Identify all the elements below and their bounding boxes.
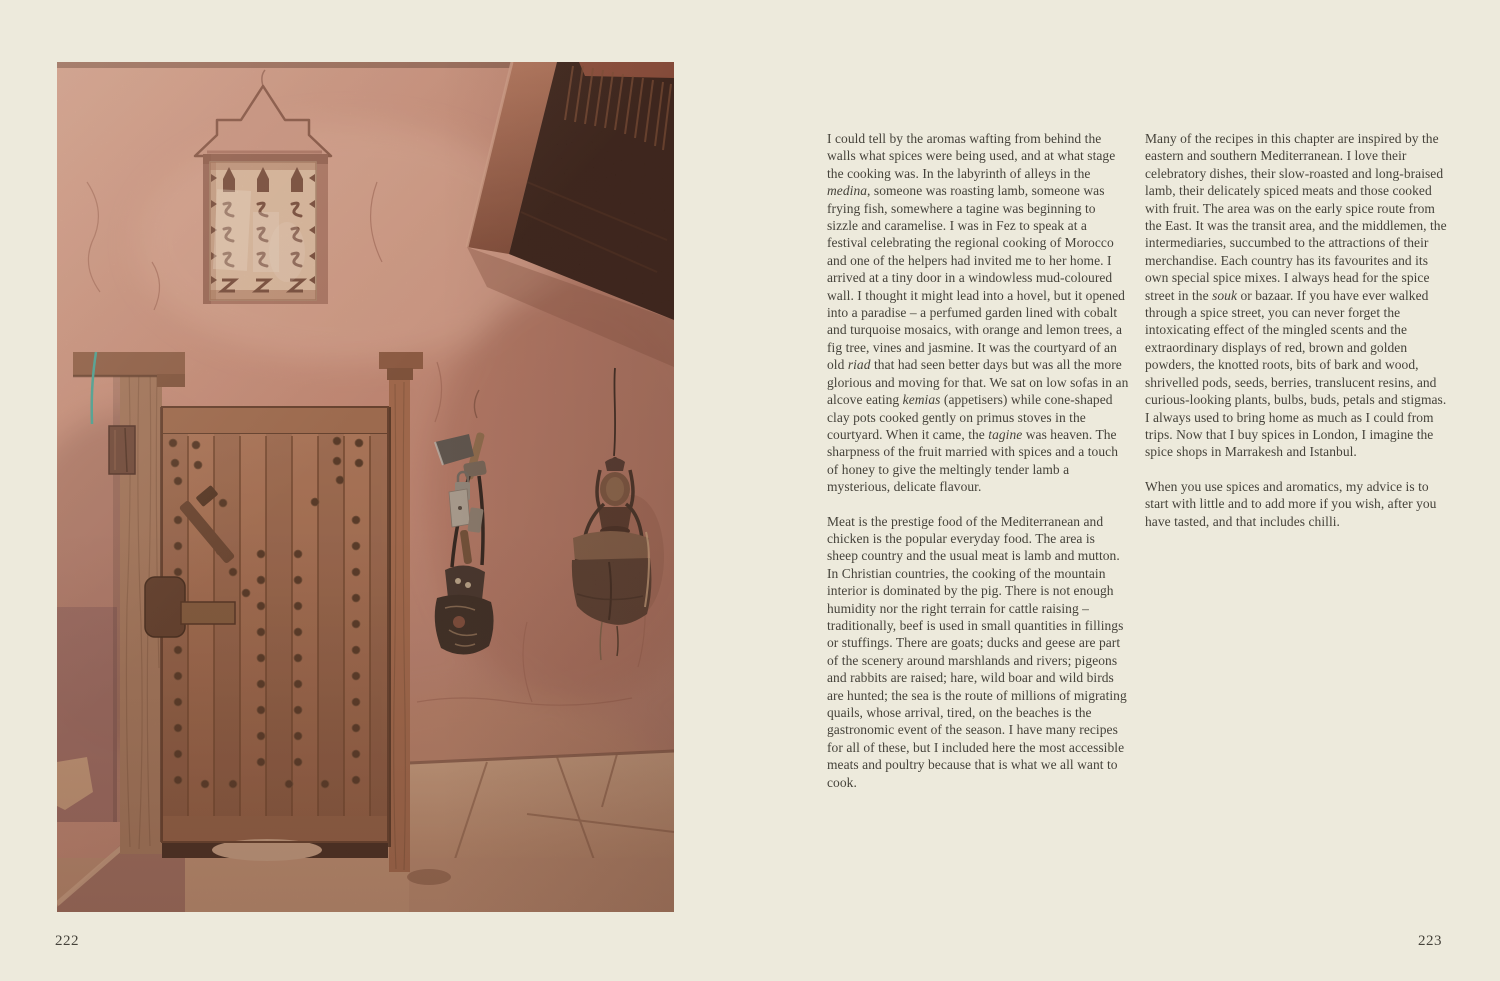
vignette-right <box>57 62 674 912</box>
paragraph: Meat is the prestige food of the Mediterranean and chicken is the popular everyday food. The area is sheep country and the usual meat is lamb and mutton. In Christian countries, the cooking of the mountain interior is dominated by the pig. There is not enough humidity nor the right terrain for cattle raising – traditionally, beef is used in small quantities in fillings or stuffings. There are goats; ducks and geese are part of the scenery around marshlands and rivers; pigeons and rabbits are raised; hare, wild boar and wild birds are hunted; the sea is the route of millions of migrating quails, whose arrival, tired, on the beaches is the gastronomic event of the season. I have many recipes for all of these, but I included here the most accessible meats and poultry because that is what we all want to cook. <box>827 513 1127 790</box>
photo-illustration <box>57 62 674 912</box>
page-number-left: 222 <box>55 933 79 949</box>
paragraph: I could tell by the aromas wafting from behind the walls what spices were being used, and at what stage the cooking was. In the labyrinth of alleys in the medina, someone was roasting lamb, someone was frying fish, somewhere a tagine was beginning to sizzle and caramelise. I was in Fez to speak at a festival celebrating the regional cooking of Morocco and one of the helpers had invited me to her home. I arrived at a tiny door in a windowless mud-coloured wall. I thought it might lead into a hovel, but it opened into a paradise – a perfumed garden lined with cobalt and turquoise mosaics, with orange and lemon trees, a fig tree, vines and jasmine. It was the courtyard of an old riad that had seen better days but was all the more glorious and moving for that. We sat on low sofas in an alcove eating kemias (appetisers) while cone-shaped clay pots cooked gently on primus stoves in the courtyard. When it came, the tagine was heaven. The sharpness of the fruit married with spices and a touch of honey to give the meltingly tender lamb a mysterious, delicate flavour. <box>827 131 1129 495</box>
photo-moroccan-door <box>57 62 674 912</box>
paragraph: Many of the recipes in this chapter are inspired by the eastern and southern Mediterranean. I love their celebratory dishes, their slow-roasted and long-braised lamb, their delicately spiced meats and those cooked with fruit. The area was on the early spice route from the East. It was the transit area, and the middlemen, the intermediaries, succumbed to the attractions of their merchandise. Each country has its favourites and its own special spice mixes. I always head for the spice street in the souk or bazaar. If you have ever walked through a spice street, you can never forget the intoxicating effect of the mingled scents and the extraordinary displays of red, brown and golden powders, the knotted roots, bits of bark and wood, shrivelled pods, seeds, berries, translucent resins, and curious-looking plants, bulbs, buds, petals and stigmas. I always used to bring home as much as I could from trips. Now that I buy spices in London, I imagine the spice shops in Marrakesh and Istanbul. <box>1145 131 1447 460</box>
text-column-right <box>1145 130 1447 547</box>
paragraph: When you use spices and aromatics, my advice is to start with little and to add more if you wish, after you have tasted, and that includes chilli. <box>1145 478 1437 529</box>
text-column-left <box>827 130 1129 808</box>
page-number-right: 223 <box>1418 933 1442 949</box>
